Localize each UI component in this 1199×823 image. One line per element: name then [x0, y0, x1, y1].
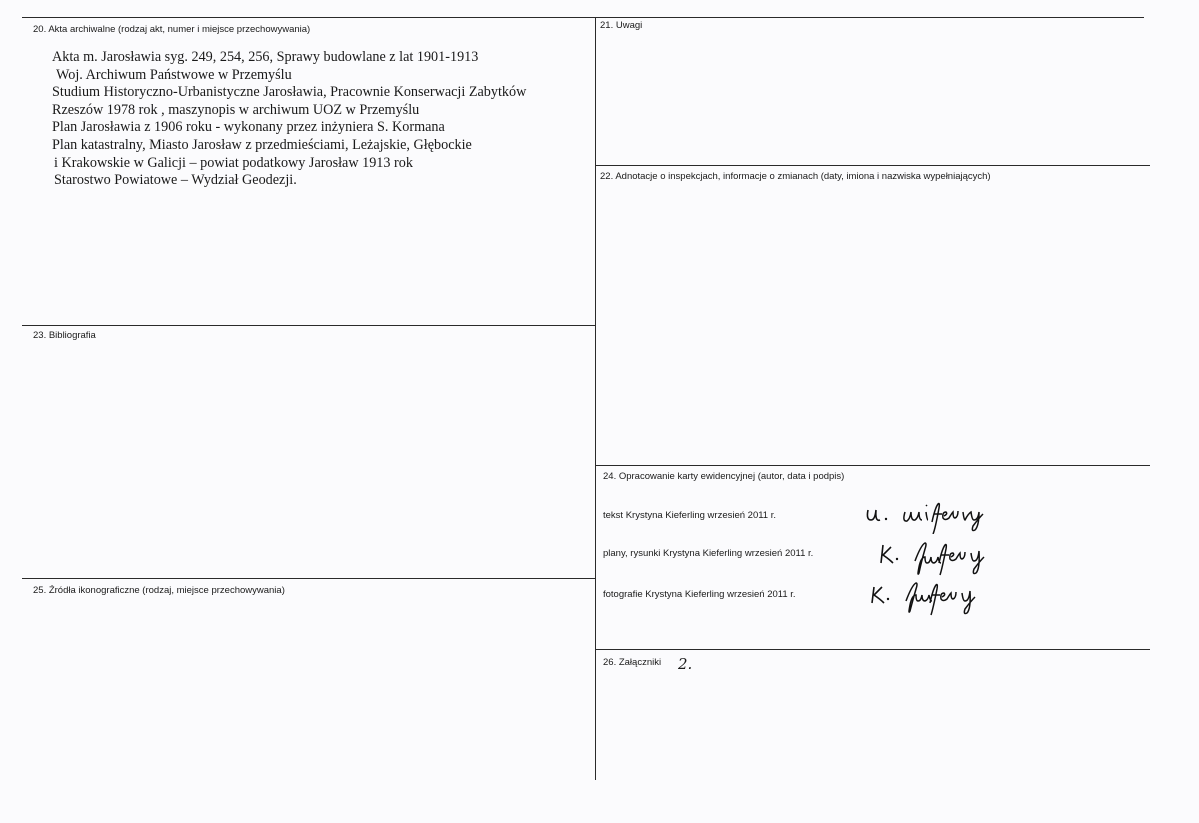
section-21-label: 21. Uwagi [600, 20, 643, 31]
archives-line: i Krakowskie w Galicji – powiat podatkowy Jarosław 1913 rok [54, 154, 413, 171]
archives-line: Woj. Archiwum Państwowe w Przemyślu [56, 66, 292, 83]
section-23-label: 23. Bibliografia [33, 330, 96, 341]
section-26-top-rule [596, 649, 1150, 650]
section-24-top-rule [596, 465, 1150, 466]
section-20-label: 20. Akta archiwalne (rodzaj akt, numer i miejsce przechowywania) [33, 24, 311, 35]
section-24-label: 24. Opracowanie karty ewidencyjnej (autor, data i podpis) [603, 471, 845, 482]
archives-text [52, 49, 526, 190]
section-26-label: 26. Załączniki [603, 657, 662, 668]
archives-line: Plan katastralny, Miasto Jarosław z przedmieściami, Leżajskie, Głębockie [52, 136, 472, 153]
author-line-drawings: plany, rysunki Krystyna Kieferling wrzesień 2011 r. [603, 548, 814, 559]
archives-line: Starostwo Powiatowe – Wydział Geodezji. [54, 172, 297, 189]
signature-3 [868, 581, 1008, 619]
top-rule [22, 17, 1144, 18]
section-25-top-rule [22, 578, 596, 579]
section-22-top-rule [596, 165, 1150, 166]
archives-line: Studium Historyczno-Urbanistyczne Jarosławia, Pracownie Konserwacji Zabytków [52, 84, 527, 101]
attachments-count: 2. [678, 655, 693, 673]
author-line-text: tekst Krystyna Kieferling wrzesień 2011 r. [603, 510, 777, 521]
signature-1 [860, 498, 1005, 534]
author-line-photos: fotografie Krystyna Kieferling wrzesień 2011 r. [603, 589, 796, 600]
section-22-label: 22. Adnotacje o inspekcjach, informacje o zmianach (daty, imiona i nazwiska wypełniających) [600, 171, 991, 182]
section-20-bottom-rule [22, 325, 596, 326]
archives-line: Plan Jarosławia z 1906 roku - wykonany przez inżyniera S. Kormana [52, 119, 445, 136]
archives-line: Akta m. Jarosławia syg. 249, 254, 256, Sprawy budowlane z lat 1901-1913 [52, 49, 479, 65]
signature-2 [875, 539, 1020, 579]
center-divider [595, 17, 596, 780]
archives-line: Rzeszów 1978 rok , maszynopis w archiwum UOZ w Przemyślu [52, 101, 420, 118]
section-25-label: 25. Źródła ikonograficzne (rodzaj, miejsce przechowywania) [33, 585, 285, 596]
